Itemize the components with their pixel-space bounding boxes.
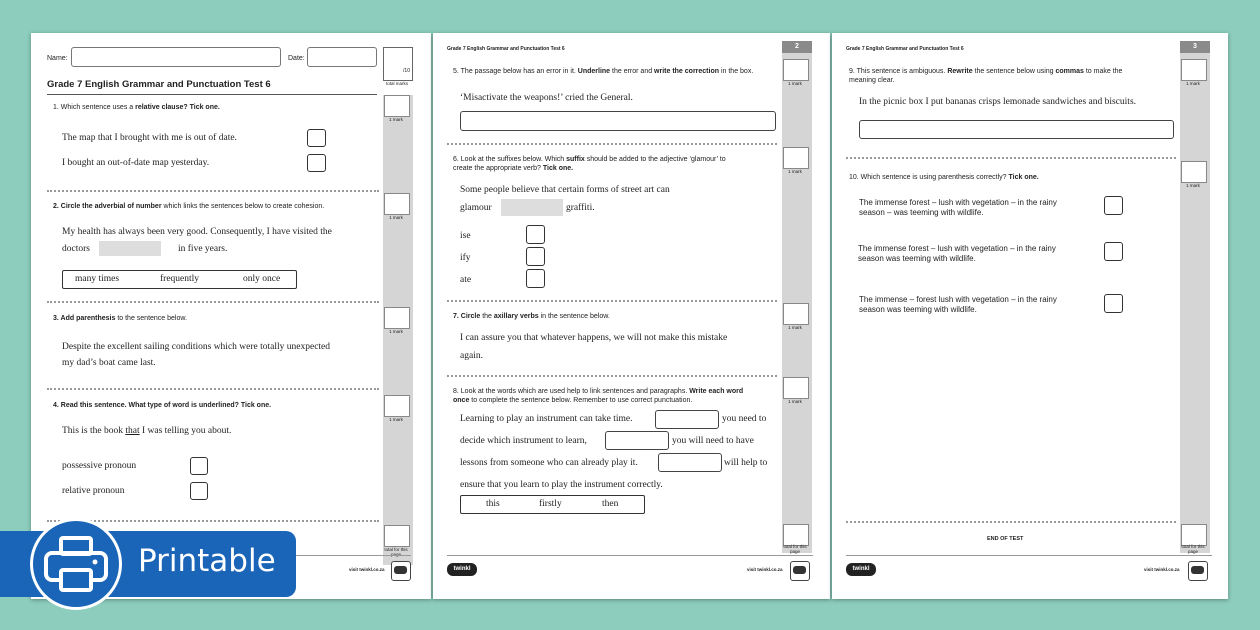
q8-gap-2[interactable] xyxy=(605,431,669,450)
footer-url: visit twinkl.co.za xyxy=(349,567,385,572)
q2-choices xyxy=(62,270,297,289)
q10-option-3: The immense – forest lush with vegetation – in the rainy season was teeming with wildlife. xyxy=(859,295,1057,314)
q8-row-1a: Learning to play an instrument can take time. xyxy=(460,414,633,424)
q4-prompt: 4. Read this sentence. What type of word is underlined? Tick one. xyxy=(53,402,272,409)
mark-box-q2[interactable] xyxy=(384,193,410,215)
printable-badge xyxy=(0,531,296,597)
q6-option-2: ify xyxy=(460,253,471,263)
q8-row-2b: you will need to have xyxy=(672,436,754,446)
q8-row-2a: decide which instrument to learn, xyxy=(460,436,587,446)
q1-prompt: 1. Which sentence uses a relative clause? Tick one. xyxy=(53,104,220,111)
footer-rule xyxy=(846,555,1212,556)
divider xyxy=(846,521,1176,523)
worksheet-page-3 xyxy=(832,33,1228,599)
end-of-test: END OF TEST xyxy=(987,536,1024,542)
divider xyxy=(447,143,777,145)
total-marks-box xyxy=(383,47,413,81)
name-field[interactable] xyxy=(71,47,281,67)
q6-gap[interactable] xyxy=(501,199,563,216)
q1-option-1: The map that I brought with me is out of date. xyxy=(62,133,237,143)
q4-option-2: relative pronoun xyxy=(62,486,125,496)
marks-column: 2 1 mark 1 mark 1 mark 1 mark total for this page xyxy=(782,41,812,553)
total-marks-label: total marks xyxy=(385,81,408,86)
name-label: Name: xyxy=(47,55,68,62)
q6-option-2-tickbox[interactable] xyxy=(526,247,545,266)
q2-choice[interactable]: only once xyxy=(243,274,281,284)
q6-sentence: Some people believe that certain forms of street art can xyxy=(460,185,670,195)
q10-option-2: The immense forest – lush with vegetation – in the rainy season was teeming with wildlife. xyxy=(858,244,1056,263)
badge-icon xyxy=(790,561,810,581)
q10-prompt: 10. Which sentence is using parenthesis correctly? Tick one. xyxy=(849,174,1039,181)
total-marks-value: /10 xyxy=(403,68,410,74)
q10-option-2-tickbox[interactable] xyxy=(1104,242,1123,261)
mark-box-q10[interactable] xyxy=(1181,161,1207,183)
q3-prompt: 3. Add parenthesis to the sentence below. xyxy=(53,315,187,322)
q8-prompt: 8. Look at the words which are used help to link sentences and paragraphs. Write each word once to complete the sentence below. Remember to use correct punctuation. xyxy=(453,388,744,404)
q10-option-3-tickbox[interactable] xyxy=(1104,294,1123,313)
q3-line-2: my dad’s boat came last. xyxy=(62,358,156,368)
q8-row-4: ensure that you learn to play the instrument correctly. xyxy=(460,480,663,490)
date-label: Date: xyxy=(288,55,305,62)
marks-column: 1 mark 1 mark 1 mark 1 mark total for this page xyxy=(383,95,413,565)
q6-word-before: glamour xyxy=(460,203,492,213)
page-number: 2 xyxy=(782,41,812,53)
q6-word-after: graffiti. xyxy=(566,203,595,213)
divider xyxy=(47,388,379,390)
mark-box-q9[interactable] xyxy=(1181,59,1207,81)
mark-box-q5[interactable] xyxy=(783,59,809,81)
page-title: Grade 7 English Grammar and Punctuation Test 6 xyxy=(47,79,271,90)
q2-choice[interactable]: many times xyxy=(75,274,120,284)
q1-option-1-tickbox[interactable] xyxy=(307,129,326,147)
q10-option-1-tickbox[interactable] xyxy=(1104,196,1123,215)
q8-row-3a: lessons from someone who can already play it. xyxy=(460,458,638,468)
page-total-box[interactable] xyxy=(783,524,809,546)
q6-option-1: ise xyxy=(460,231,471,241)
worksheet-page-1 xyxy=(31,33,431,599)
q2-choice[interactable]: frequently xyxy=(160,274,200,284)
q5-answer-field[interactable] xyxy=(460,111,776,131)
page-number: 3 xyxy=(1180,41,1210,53)
page-header: Grade 7 English Grammar and Punctuation Test 6 xyxy=(447,46,565,52)
q9-answer-field[interactable] xyxy=(859,120,1174,139)
q2-gap[interactable] xyxy=(99,241,161,256)
footer-url: visit twinkl.co.za xyxy=(1144,567,1180,572)
q8-gap-3[interactable] xyxy=(658,453,722,472)
q5-sentence: ‘Misactivate the weapons!’ cried the General. xyxy=(460,93,633,103)
page-total-box[interactable] xyxy=(1181,524,1207,546)
q2-sentence: My health has always been very good. Consequently, I have visited the xyxy=(62,227,332,237)
q2-doctors: doctors xyxy=(62,244,90,254)
divider xyxy=(447,300,777,302)
q6-option-3-tickbox[interactable] xyxy=(526,269,545,288)
mark-box-q3[interactable] xyxy=(384,307,410,329)
twinkl-logo: twinkl xyxy=(846,563,876,576)
mark-box-q7[interactable] xyxy=(783,303,809,325)
q5-prompt: 5. The passage below has an error in it. Underline the error and write the correction in the box. xyxy=(453,68,754,75)
mark-box-q4[interactable] xyxy=(384,395,410,417)
q4-option-1: possessive pronoun xyxy=(62,461,137,471)
title-rule xyxy=(47,94,377,95)
divider xyxy=(47,190,379,192)
marks-column: 3 1 mark 1 mark total for this page xyxy=(1180,41,1210,553)
twinkl-logo: twinkl xyxy=(447,563,477,576)
q8-row-1b: you need to xyxy=(722,414,767,424)
q8-choice[interactable]: firstly xyxy=(539,499,562,509)
printer-icon xyxy=(30,518,122,610)
footer-rule xyxy=(447,555,813,556)
q10-option-1: The immense forest – lush with vegetation – in the rainy season – was teeming with wildlife. xyxy=(859,198,1057,217)
footer-url: visit twinkl.co.za xyxy=(747,567,783,572)
q1-option-2: I bought an out-of-date map yesterday. xyxy=(62,158,210,168)
mark-box-q1[interactable] xyxy=(384,95,410,117)
badge-icon xyxy=(391,561,411,581)
q7-line-2: again. xyxy=(460,351,483,361)
q7-prompt: 7. Circle the axillary verbs in the sentence below. xyxy=(453,313,610,320)
q8-choice[interactable]: this xyxy=(486,499,500,509)
q9-prompt: 9. This sentence is ambiguous. Rewrite the sentence below using commas to make the meaning clear. xyxy=(849,68,1123,84)
printable-label: Printable xyxy=(138,543,276,579)
divider xyxy=(447,375,777,377)
q6-option-1-tickbox[interactable] xyxy=(526,225,545,244)
date-field[interactable] xyxy=(307,47,377,67)
worksheet-page-2 xyxy=(433,33,830,599)
q6-prompt: 6. Look at the suffixes below. Which suffix should be added to the adjective ‘glamour’ to create the appropriate verb? Tick one. xyxy=(453,156,726,172)
q2-after-gap: in five years. xyxy=(178,244,228,254)
divider xyxy=(846,157,1176,159)
q8-row-3b: will help to xyxy=(724,458,768,468)
q6-option-3: ate xyxy=(460,275,472,285)
q2-prompt: 2. Circle the adverbial of number which links the sentences below to create cohesion. xyxy=(53,203,325,210)
page-header: Grade 7 English Grammar and Punctuation Test 6 xyxy=(846,46,964,52)
q4-option-2-tickbox[interactable] xyxy=(190,482,208,500)
q3-line-1: Despite the excellent sailing conditions which were totally unexpected xyxy=(62,342,331,352)
q7-line-1: I can assure you that whatever happens, we will not make this mistake xyxy=(460,333,728,343)
mark-box-q8[interactable] xyxy=(783,377,809,399)
q4-sentence: This is the book that I was telling you about. xyxy=(62,426,232,436)
q8-choice[interactable]: then xyxy=(602,499,619,509)
divider xyxy=(47,301,379,303)
q9-sentence: In the picnic box I put bananas crisps lemonade sandwiches and biscuits. xyxy=(859,97,1137,107)
mark-box-q6[interactable] xyxy=(783,147,809,169)
page-total-box[interactable] xyxy=(384,525,410,547)
badge-icon xyxy=(1188,561,1208,581)
q1-option-2-tickbox[interactable] xyxy=(307,154,326,172)
q8-choices xyxy=(460,495,645,514)
q4-option-1-tickbox[interactable] xyxy=(190,457,208,475)
q8-gap-1[interactable] xyxy=(655,410,719,429)
